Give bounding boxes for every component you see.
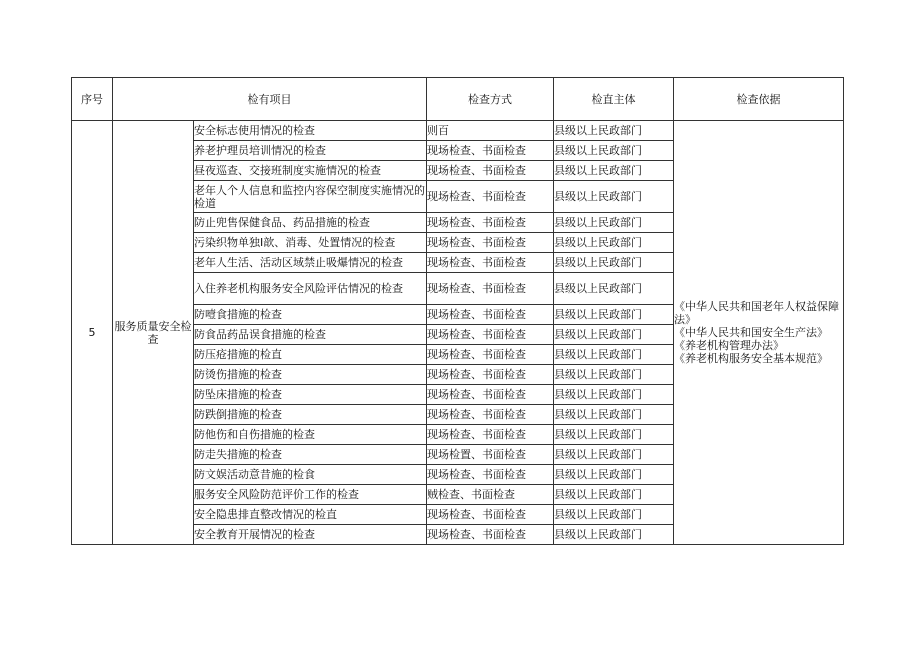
basis-law: 《中华人民共和国老年人权益保障法》 xyxy=(674,300,839,326)
method-cell: 现场检查、书面检查 xyxy=(427,181,554,213)
subject-cell: 县级以上民政部门 xyxy=(554,253,674,273)
subject-cell: 县级以上民政部门 xyxy=(554,345,674,365)
category-cell: 服务质量安全检查 xyxy=(113,121,194,545)
subject-cell: 县级以上民政部门 xyxy=(554,365,674,385)
item-cell: 防文娱活动意昔施的检食 xyxy=(194,465,427,485)
basis-law: 《中华人民共和国安全生产法》 xyxy=(674,326,828,339)
row-seq-number: 5 xyxy=(72,121,113,545)
header-seq: 序号 xyxy=(72,78,113,121)
item-cell: 防走失措施的检查 xyxy=(194,445,427,465)
item-cell: 防跌倒措施的检查 xyxy=(194,405,427,425)
method-cell: 则百 xyxy=(427,121,554,141)
basis-cell xyxy=(674,121,844,545)
subject-cell: 县级以上民政部门 xyxy=(554,385,674,405)
item-cell: 污染织物单独I歆、消毒、处置情况的检查 xyxy=(194,233,427,253)
item-cell: 防止兜售保健食品、药品措施的检查 xyxy=(194,213,427,233)
subject-cell: 县级以上民政部门 xyxy=(554,213,674,233)
item-cell: 安全标志使用情况的检查 xyxy=(194,121,427,141)
header-item: 检有项目 xyxy=(113,78,427,121)
item-cell: 防坠床措施的检查 xyxy=(194,385,427,405)
subject-cell: 县级以上民政部门 xyxy=(554,233,674,253)
header-basis: 检查依据 xyxy=(674,78,844,121)
item-cell: 防噎食措施的检查 xyxy=(194,305,427,325)
method-cell: 现场检查、书面检查 xyxy=(427,365,554,385)
subject-cell: 县级以上民政部门 xyxy=(554,325,674,345)
item-cell: 入住养老机构服务安全风险评估情况的检查 xyxy=(194,273,427,305)
method-cell: 现场检查、书面检查 xyxy=(427,465,554,485)
item-cell: 服务安全风险防范评价工作的检查 xyxy=(194,485,427,505)
header-row xyxy=(72,78,844,121)
method-cell: 现场检查、书面检查 xyxy=(427,161,554,181)
item-cell: 老年人生活、活动区域禁止吸爆情况的检查 xyxy=(194,253,427,273)
subject-cell: 县级以上民政部门 xyxy=(554,181,674,213)
method-cell: 现场检查、书面检查 xyxy=(427,305,554,325)
subject-cell: 县级以上民政部门 xyxy=(554,305,674,325)
subject-cell: 县级以上民政部门 xyxy=(554,525,674,545)
method-cell: 现场检查、书面检查 xyxy=(427,213,554,233)
method-cell: 现场检置、书面检查 xyxy=(427,445,554,465)
basis-law: 《养老机构服务安全基本规范》 xyxy=(674,352,828,365)
table-row xyxy=(72,121,844,141)
subject-cell: 县级以上民政部门 xyxy=(554,405,674,425)
item-cell: 安全隐患排直整改情况的检直 xyxy=(194,505,427,525)
item-cell: 养老护理员培训情况的检查 xyxy=(194,141,427,161)
method-cell: 现场检查、书面检查 xyxy=(427,233,554,253)
header-subject: 检直主体 xyxy=(554,78,674,121)
method-cell: 现场检查、书面检查 xyxy=(427,385,554,405)
inspection-table xyxy=(71,77,844,545)
method-cell: 现场检查、书面检查 xyxy=(427,253,554,273)
item-cell: 昼夜巡查、交接班制度实施情况的检查 xyxy=(194,161,427,181)
subject-cell: 县级以上民政部门 xyxy=(554,445,674,465)
method-cell: 现场检查、书面检查 xyxy=(427,345,554,365)
method-cell: 现场检查、书面检查 xyxy=(427,425,554,445)
subject-cell: 县级以上民政部门 xyxy=(554,141,674,161)
subject-cell: 县级以上民政部门 xyxy=(554,465,674,485)
method-cell: 现场检查、书面检查 xyxy=(427,325,554,345)
item-cell: 老年人个人信息和监控内容保空制度实施情况的检道 xyxy=(194,181,427,213)
method-cell: 贼检查、书面检查 xyxy=(427,485,554,505)
method-cell: 现场检查、书面检查 xyxy=(427,273,554,305)
subject-cell: 县级以上民政部门 xyxy=(554,425,674,445)
method-cell: 现场检查、书面检查 xyxy=(427,405,554,425)
subject-cell: 县级以上民政部门 xyxy=(554,485,674,505)
subject-cell: 县级以上民政部门 xyxy=(554,121,674,141)
item-cell: 安全教育开展情况的检查 xyxy=(194,525,427,545)
basis-law: 《养老机构管理办法》 xyxy=(674,339,784,352)
subject-cell: 县级以上民政部门 xyxy=(554,273,674,305)
method-cell: 现场检查、书面检查 xyxy=(427,505,554,525)
subject-cell: 县级以上民政部门 xyxy=(554,505,674,525)
item-cell: 防他伤和自伤措施的检查 xyxy=(194,425,427,445)
item-cell: 防烫伤措施的检查 xyxy=(194,365,427,385)
item-cell: 防食品药品误食措施的检查 xyxy=(194,325,427,345)
method-cell: 现场检查、书面检查 xyxy=(427,525,554,545)
header-method: 检查方式 xyxy=(427,78,554,121)
subject-cell: 县级以上民政部门 xyxy=(554,161,674,181)
method-cell: 现场检查、书面检查 xyxy=(427,141,554,161)
item-cell: 防压疮措施的检直 xyxy=(194,345,427,365)
